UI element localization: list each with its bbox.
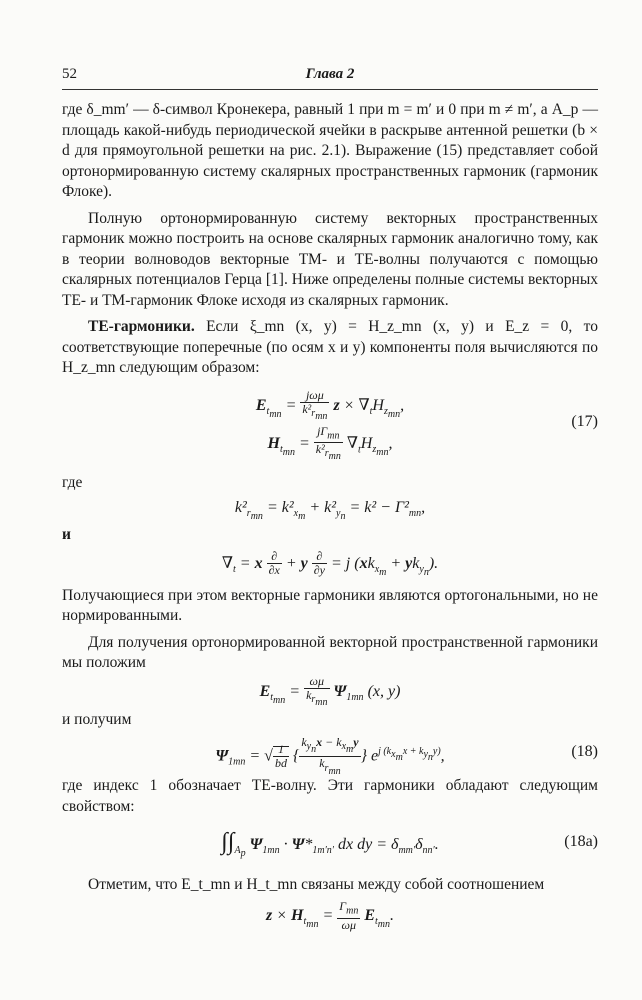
equation-number-17: (17) bbox=[571, 412, 598, 430]
equation-E-def: $E_{t_{mn}}$ = $\frac{\omega\mu}{k_{r_{mn}}}$ $\Psi_{1mn}$ (x, y) bbox=[259, 673, 401, 709]
paragraph-3-text: Если ξ_mn (x, y) = H_z_mn (x, y) и E_z = 0, то соответствующие поперечные (по осям x и y) компоненты поля вычисляются по H_z_mn следующим образом: bbox=[62, 318, 598, 376]
paragraph-3 bbox=[62, 317, 598, 379]
paragraph-5: Для получения ортонормированной векторной пространственной гармоники мы положим bbox=[62, 633, 598, 671]
word-poluchim: и получим bbox=[62, 710, 132, 728]
page-number: 52 bbox=[62, 66, 77, 82]
document-page bbox=[62, 0, 598, 1000]
equation-nabla: $\nabla_t = x$ $\frac{\partial}{\partial x}$ + y $\frac{\partial}{\partial y}$ = j $(xk_{x_m} + yk_{y_n})$. bbox=[221, 549, 439, 578]
word-i: и bbox=[62, 526, 71, 543]
paragraph-6: где индекс 1 обозначает ТЕ-волну. Эти гармоники обладают следующим свойством: bbox=[62, 777, 598, 815]
equation-number-18a: (18a) bbox=[564, 833, 598, 850]
equation-relation: $z \times H_{t_{mn}}$ = $\frac{\Gamma_{mn}}{\omega\mu}$ $E_{t_{mn}}$. bbox=[265, 899, 395, 932]
paragraph-2: Полную ортонормированную систему векторных пространственных гармоник можно построить на основе скалярных гармоник аналогично тому, как в теории волноводов векторные ТМ- и ТЕ-волны получаются с помощью скалярных потенциалов Герца [1]. Ниже определены полные системы векторных ТЕ- и ТМ-гармоник Флоке исходя из скалярных гармоник. bbox=[62, 209, 598, 309]
paragraph-1: где δ_mm′ — δ-символ Кронекера, равный 1 при m = m′ и 0 при m ≠ m′, а A_p — площадь какой-нибудь периодической ячейки в раскрыве антенной решетки (b × d для прямоугольной решетки на рис. 2.1). Выражение (15) представляет собой ортонормированную систему скалярных пространственных гармоник (гармоник Флоке). bbox=[62, 101, 598, 200]
equation-18a: $\int\int_{A_p}$ $\Psi_{1mn} \cdot \Psi*_{1m'n'}$ dx dy = $\delta_{mm'}\delta_{nn'}$. (18a) bbox=[62, 817, 598, 867]
header-rule bbox=[62, 89, 598, 90]
section-heading: ТЕ-гармоники. bbox=[88, 318, 195, 335]
equation-18: $\Psi_{1mn}$ = √ $\frac{1}{bd}$ { $\frac{k_{y_n}x - k_{x_m}y}{k_{r_{mn}}}$ } $e^{j (k_{x_m}x + k_{y_n}y)}$, (18) bbox=[62, 730, 598, 774]
paragraph-7: Отметим, что E_t_mn и H_t_mn связаны между собой соотношением bbox=[88, 876, 545, 893]
equation-kr: $k^2_{r_{mn}} = k^2_{x_m} + k^2_{y_n} = k^2 - \Gamma^2_{mn}$, bbox=[234, 499, 426, 523]
equation-number-18: (18) bbox=[571, 743, 598, 760]
equation-17a: $E_{t_{mn}}$ = $\frac{\text{jωμ}}{k^2_{r_{mn}}}$ $z \times \nabla_tH_{z_{mn}}$, bbox=[255, 387, 405, 423]
paragraph-4: Получающиеся при этом векторные гармоники являются ортогональными, но не нормированными. bbox=[62, 586, 598, 624]
page-header bbox=[62, 66, 598, 86]
page-body bbox=[62, 100, 598, 936]
word-gde: где bbox=[62, 473, 83, 491]
equation-17b: $H_{t_{mn}}$ = $\frac{j\Gamma_{mn}}{k^2_{r_{mn}}}$ $\nabla_tH_{z_{mn}}$, (17) bbox=[62, 425, 598, 463]
running-head: Глава 2 bbox=[305, 66, 355, 82]
